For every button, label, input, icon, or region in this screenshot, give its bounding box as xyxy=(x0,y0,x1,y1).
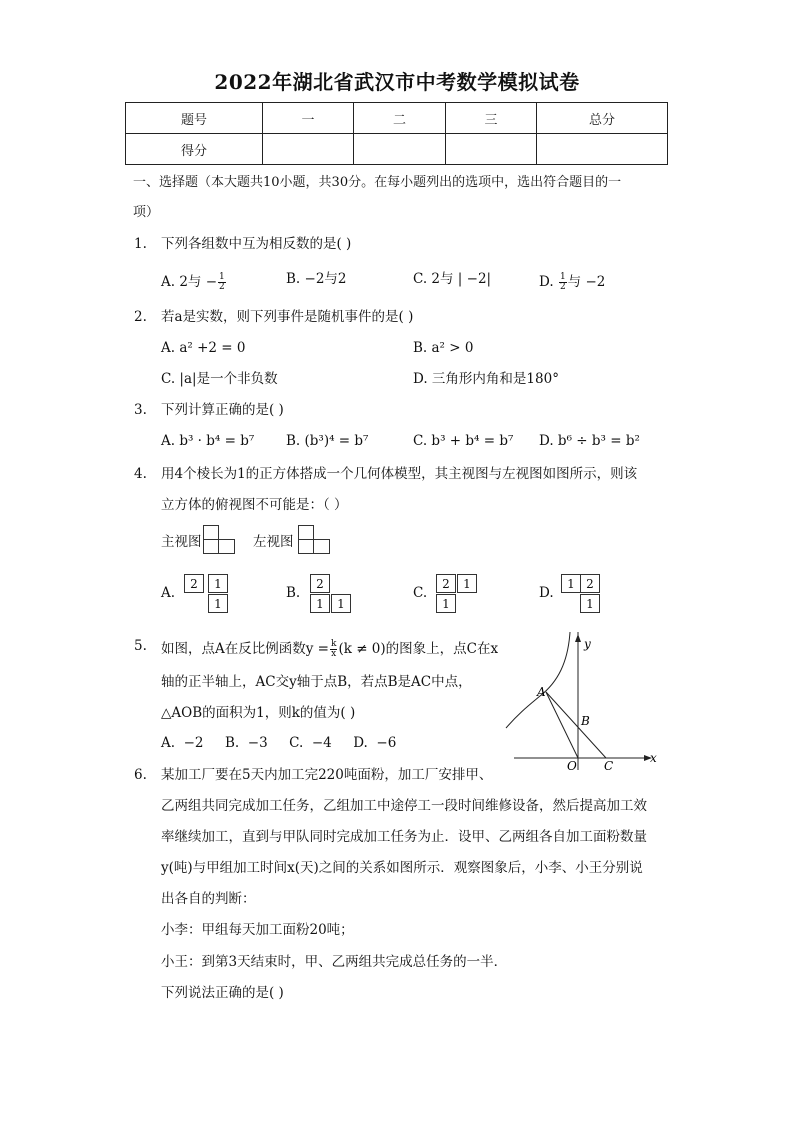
fraction-denominator: x xyxy=(331,649,337,659)
point-a-label: A xyxy=(537,685,546,699)
option-b: B. −2与2 xyxy=(286,271,347,287)
question-stem: 下列各组数中互为相反数的是( ) xyxy=(161,236,352,252)
option-c: C. |a|是一个非负数 xyxy=(161,371,278,387)
option-a: A. b³ · b⁴ = b⁷ xyxy=(161,433,255,449)
segment-ao xyxy=(546,692,578,758)
option-d-prefix: D. xyxy=(539,274,558,290)
view-square xyxy=(313,539,330,554)
top-view-cell: 1 xyxy=(331,594,351,613)
segment-ac xyxy=(546,692,606,758)
view-square xyxy=(203,525,219,540)
top-view-cell: 2 xyxy=(184,574,204,593)
question-stem-cont: 率继续加工，直到与甲队同时完成加工任务为止．设甲、乙两组各自加工面粉数量 xyxy=(161,829,647,845)
option-d-label: D. xyxy=(539,585,554,601)
question-stem-cont: 立方体的俯视图不可能是：（ ） xyxy=(161,497,348,513)
option-a xyxy=(161,273,227,292)
question-options: A. −2 B. −3 C. −4 D. −6 xyxy=(161,735,397,751)
option-c-label: C. xyxy=(413,585,428,601)
question-stem: 下列计算正确的是( ) xyxy=(161,402,284,418)
option-a-label: A. xyxy=(161,585,176,601)
option-c: C. 2与 | −2| xyxy=(413,271,492,287)
score-header-cell: 总分 xyxy=(537,103,668,134)
y-axis-label: y xyxy=(584,637,591,651)
option-a-text: A. 2与 − xyxy=(161,274,218,290)
fraction xyxy=(218,273,226,292)
option-d xyxy=(539,273,605,292)
statement-xiaowang: 小王：到第3天结束时，甲、乙两组共完成总任务的一半． xyxy=(161,954,508,970)
score-row-label: 得分 xyxy=(126,134,263,165)
fraction-denominator: 2 xyxy=(559,282,566,292)
section-heading-cont: 项） xyxy=(133,205,160,220)
question-stem: 某加工厂要在5天内加工完220吨面粉，加工厂安排甲、 xyxy=(161,767,493,783)
score-header-cell: 三 xyxy=(446,103,537,134)
statement-xiaoli: 小李：甲组每天加工面粉20吨； xyxy=(161,922,354,938)
view-square xyxy=(298,539,314,554)
fraction xyxy=(559,273,567,292)
score-table-score-row xyxy=(126,134,668,165)
question-number: 1. xyxy=(134,236,147,252)
option-d: D. b⁶ ÷ b³ = b² xyxy=(539,433,640,449)
question-stem xyxy=(161,640,498,659)
question-number: 4. xyxy=(134,466,147,482)
score-cell xyxy=(446,134,537,165)
score-cell xyxy=(537,134,668,165)
view-square xyxy=(218,539,235,554)
fraction-denominator: 2 xyxy=(219,282,225,292)
y-axis-arrow xyxy=(575,634,581,642)
score-header-cell: 一 xyxy=(263,103,354,134)
fraction-numerator: k xyxy=(330,639,337,649)
fraction-numerator: 1 xyxy=(559,272,566,282)
top-view-cell: 1 xyxy=(561,574,581,593)
question-stem: 用4个棱长为1的正方体搭成一个几何体模型，其主视图与左视图如图所示，则该 xyxy=(161,466,638,482)
score-header-cell: 题号 xyxy=(126,103,263,134)
option-b: B. a² > 0 xyxy=(413,340,474,356)
question-stem-cont: 乙两组共同完成加工任务，乙组加工中途停工一段时间维修设备，然后提高加工效 xyxy=(161,798,647,814)
x-axis-label: x xyxy=(650,751,657,765)
top-view-cell: 1 xyxy=(208,574,228,593)
option-d-suffix: 与 −2 xyxy=(567,274,606,290)
question-stem-cont: △AOB的面积为1，则k的值为( ) xyxy=(161,705,356,721)
point-c-label: C xyxy=(604,759,614,773)
section-heading: 一、选择题（本大题共10小题，共30分。在每小题列出的选项中，选出符合题目的一 xyxy=(133,175,622,190)
top-view-cell: 2 xyxy=(580,574,600,593)
top-view-cell: 2 xyxy=(310,574,330,593)
question-number: 5. xyxy=(134,638,147,654)
question-number: 2. xyxy=(134,309,147,325)
question-prompt: 下列说法正确的是( ) xyxy=(161,985,284,1001)
q5-coordinate-figure xyxy=(500,632,670,777)
question-number: 6. xyxy=(134,767,147,783)
stem-text: (k ≠ 0)的图象上，点C在x xyxy=(338,641,499,657)
top-view-cell: 1 xyxy=(457,574,477,593)
question-stem: 若a是实数，则下列事件是随机事件的是( ) xyxy=(161,309,414,325)
point-b-label: B xyxy=(581,714,590,728)
fraction xyxy=(330,640,337,659)
point-o-label: O xyxy=(567,759,577,773)
top-view-cell: 1 xyxy=(436,594,456,613)
top-view-cell: 1 xyxy=(310,594,330,613)
page-title: 2022年湖北省武汉市中考数学模拟试卷 xyxy=(214,70,580,94)
option-a: A. a² +2 = 0 xyxy=(161,340,246,356)
top-view-cell: 1 xyxy=(208,594,228,613)
score-table-header-row xyxy=(126,103,668,134)
view-square xyxy=(298,525,314,540)
left-view-label: 左视图 xyxy=(253,534,294,550)
option-d: D. 三角形内角和是180° xyxy=(413,371,559,387)
score-cell xyxy=(354,134,446,165)
option-b: B. (b³)⁴ = b⁷ xyxy=(286,433,369,449)
top-view-cell: 2 xyxy=(436,574,456,593)
question-stem-cont: y(吨)与甲组加工时间x(天)之间的关系如图所示．观察图象后，小李、小王分别说 xyxy=(161,860,643,876)
score-cell xyxy=(263,134,354,165)
option-b-label: B. xyxy=(286,585,301,601)
option-c: C. b³ + b⁴ = b⁷ xyxy=(413,433,514,449)
fraction-numerator: 1 xyxy=(219,272,225,282)
question-stem-cont: 轴的正半轴上，AC交y轴于点B，若点B是AC中点， xyxy=(161,674,472,690)
score-table xyxy=(125,102,668,165)
top-view-cell: 1 xyxy=(580,594,600,613)
question-stem-cont: 出各自的判断： xyxy=(161,891,256,907)
main-view-label: 主视图 xyxy=(161,534,202,550)
stem-text: 如图，点A在反比例函数y = xyxy=(161,641,329,657)
view-square xyxy=(203,539,219,554)
hyperbola-curve xyxy=(506,632,570,728)
question-number: 3. xyxy=(134,402,147,418)
score-header-cell: 二 xyxy=(354,103,446,134)
